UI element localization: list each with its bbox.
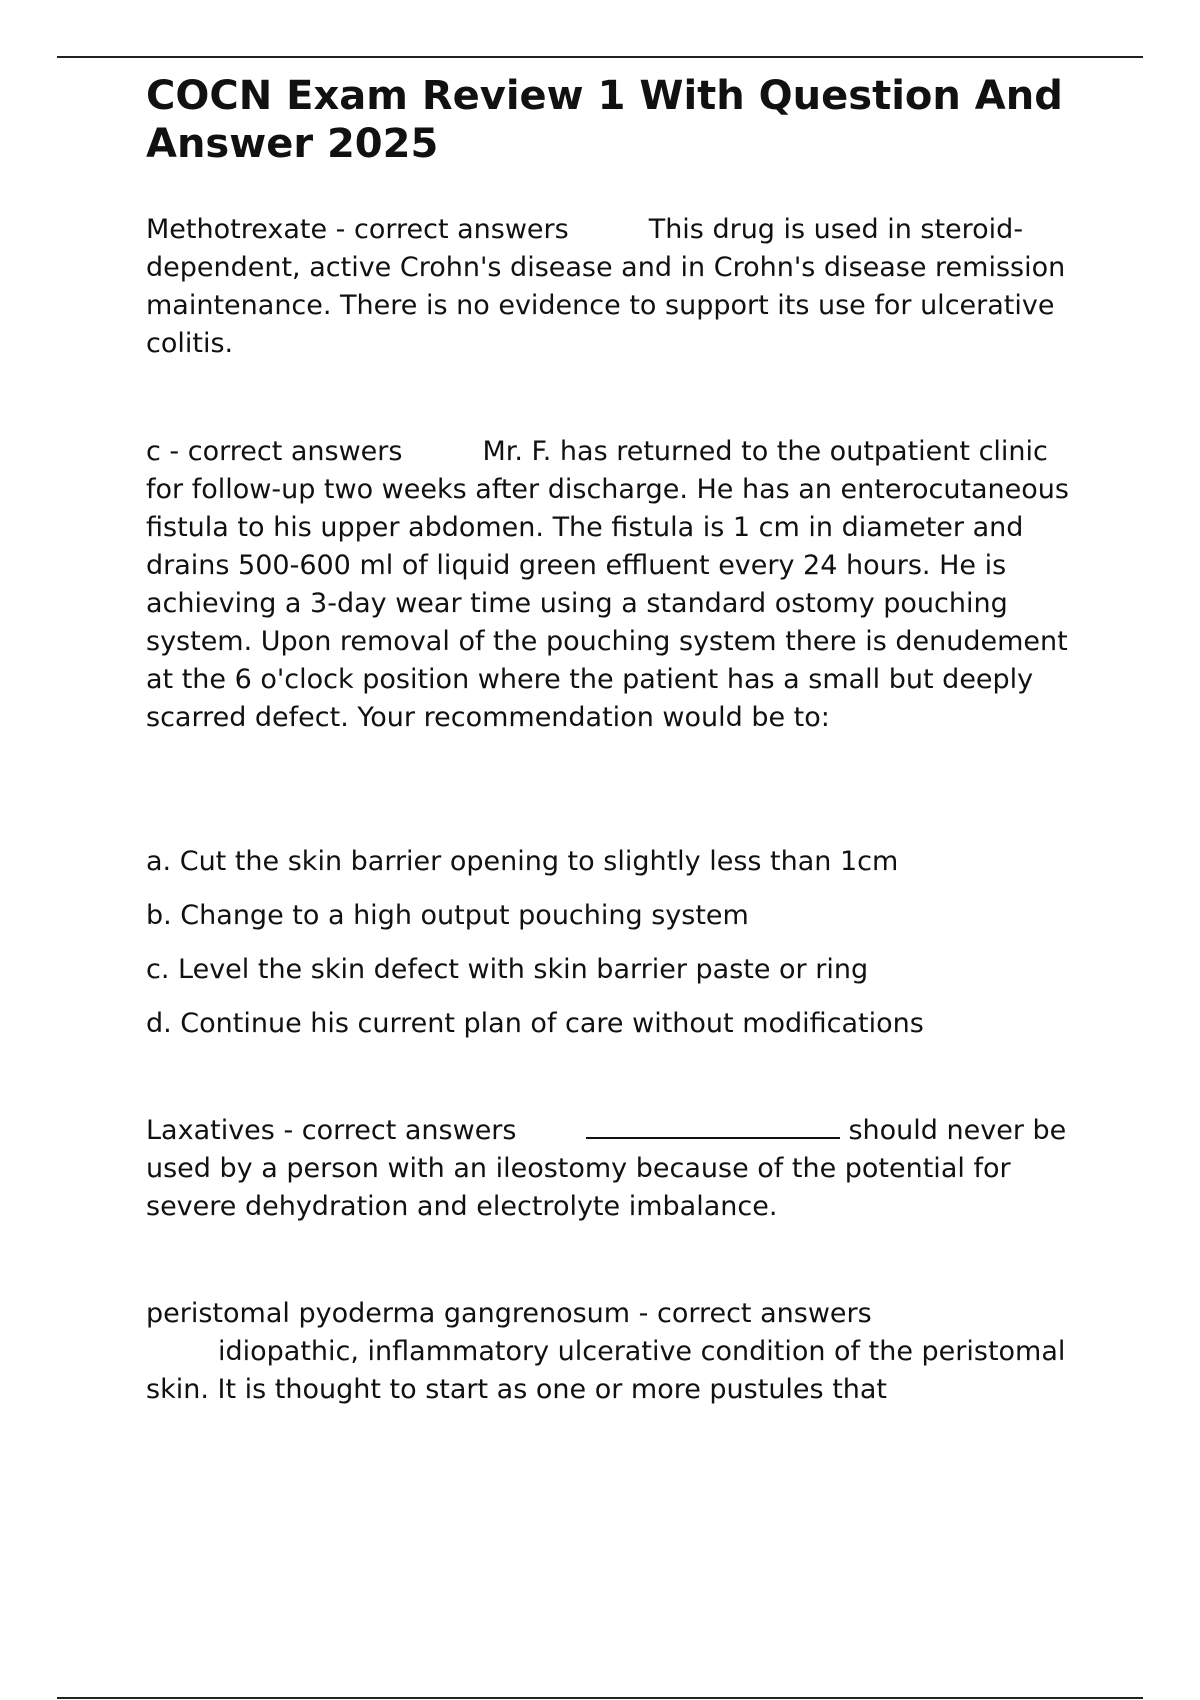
entry-pyoderma	[146, 1295, 1086, 1409]
choice-d: d. Continue his current plan of care without modifications	[146, 1008, 924, 1039]
entry-text: Mr. F. has returned to the outpatient clinic for follow-up two weeks after discharge. He has an enterocutaneous fistula to his upper abdomen. The fistula is 1 cm in diameter and drains 500-600 ml of liquid green effluent every 24 hours. He is achieving a 3-day wear time using a standard ostomy pouching system. Upon removal of the pouching system there is denudement at the 6 o'clock position where the patient has a small but deeply scarred defect. Your recommendation would be to:	[146, 436, 1078, 733]
entry-text: idiopathic, inflammatory ulcerative condition of the peristomal skin. It is thought to start as one or more pustules that	[146, 1336, 1074, 1405]
entry-term: Methotrexate - correct answers	[146, 214, 569, 245]
entry-laxatives	[146, 1111, 1086, 1226]
entry-text: This drug is used in steroid-dependent, active Crohn's disease and in Crohn's disease remission maintenance. There is no evidence to support its use for ulcerative colitis.	[146, 214, 1074, 359]
fill-in-blank	[586, 1111, 840, 1139]
entry-term: peristomal pyoderma gangrenosum - correct answers	[146, 1298, 872, 1329]
answer-choices	[146, 843, 1086, 1059]
document-title: COCN Exam Review 1 With Question And Answer 2025	[146, 73, 1063, 167]
entry-question-c	[146, 433, 1086, 737]
choice-b: b. Change to a high output pouching system	[146, 900, 749, 931]
document-page	[146, 72, 1086, 1405]
choice-c: c. Level the skin defect with skin barrier paste or ring	[146, 954, 869, 985]
choice-a: a. Cut the skin barrier opening to slightly less than 1cm	[146, 846, 899, 877]
entry-term: Laxatives - correct answers	[146, 1115, 517, 1146]
entry-methotrexate	[146, 211, 1086, 363]
entry-term: c - correct answers	[146, 436, 403, 467]
bottom-divider	[57, 1697, 1143, 1699]
entry-text: should never be used by a person with an ileostomy because of the potential for severe dehydration and electrolyte imbalance.	[146, 1115, 1075, 1222]
top-divider	[57, 56, 1143, 58]
